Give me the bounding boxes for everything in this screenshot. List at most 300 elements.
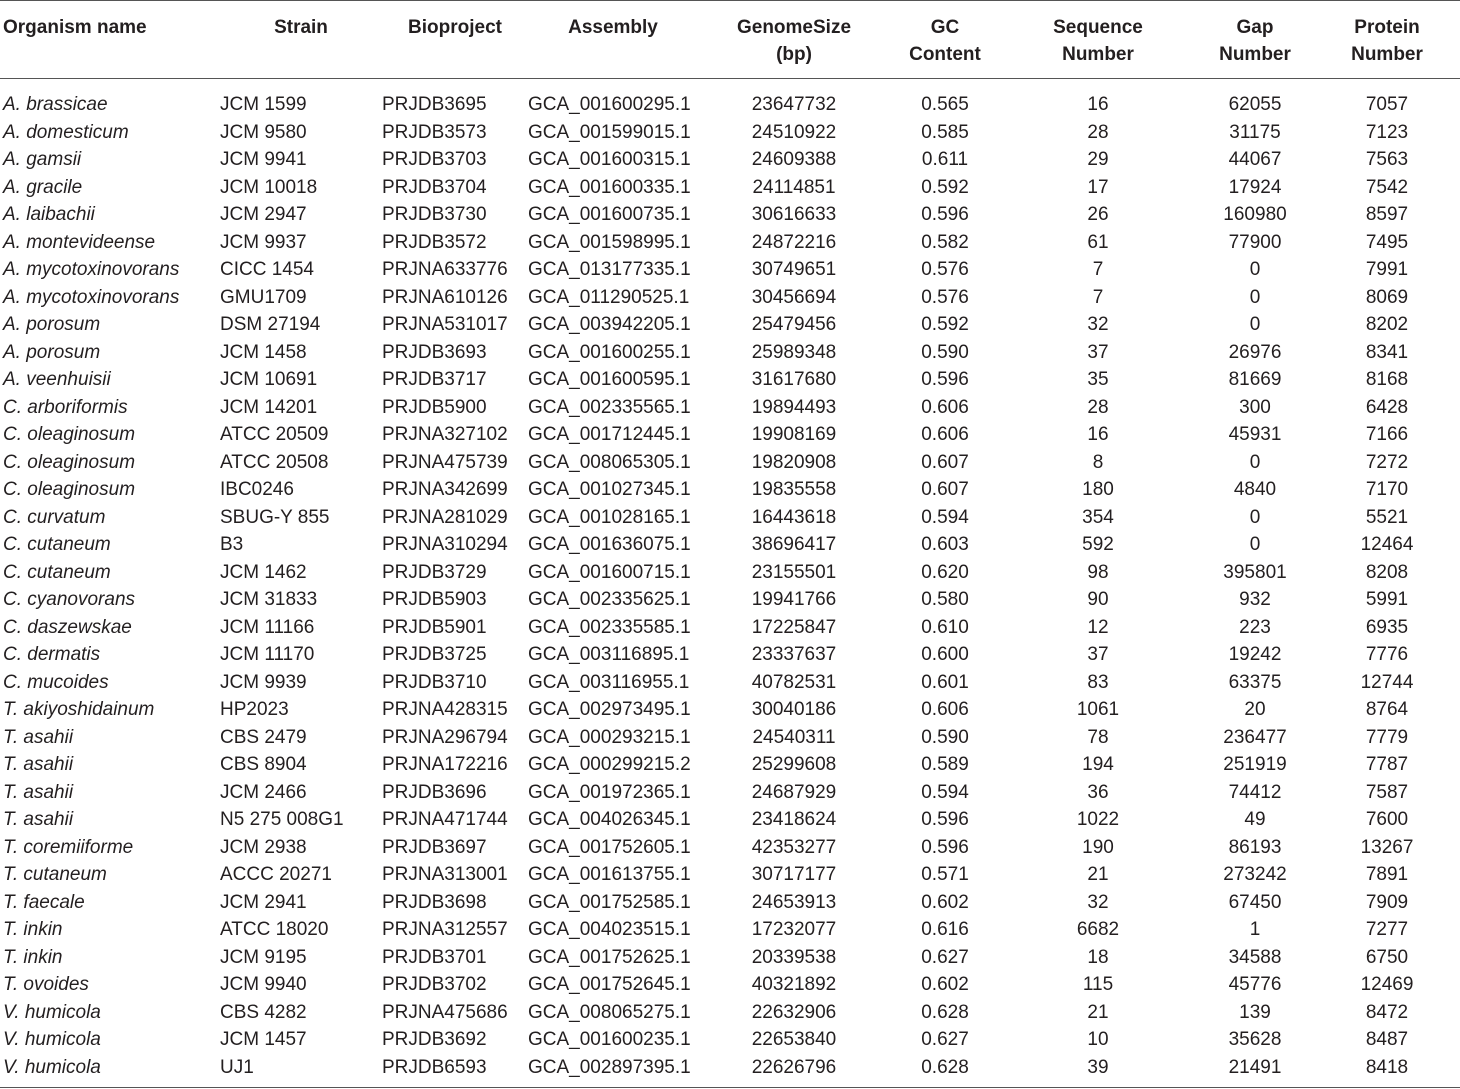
cell-sequence-number: 6682: [1076, 919, 1120, 940]
cell-protein-number: 13267: [1360, 836, 1414, 858]
cell-protein-number: 7600: [1365, 809, 1409, 830]
cell-protein-number: 7057: [1365, 94, 1409, 115]
cell-assembly: GCA_001972365.1: [528, 781, 691, 803]
column-header-text: Number: [1219, 44, 1291, 65]
cell-organism-name: T. faecale: [3, 891, 85, 913]
cell-gap-number: 223: [1239, 616, 1271, 638]
cell-assembly: GCA_013177335.1: [528, 259, 691, 280]
cell-gc-content: 0.589: [921, 754, 969, 775]
table-row: [0, 779, 1460, 807]
cell-bioproject: PRJNA172216: [382, 754, 508, 775]
cell-gc-content: 0.606: [921, 396, 969, 418]
cell-genome-size: 19894493: [751, 396, 837, 418]
cell-gap-number: 932: [1239, 589, 1271, 610]
cell-protein-number: 7272: [1365, 451, 1409, 473]
cell-gap-number: 74412: [1228, 781, 1282, 803]
table-row: [0, 256, 1460, 284]
cell-organism-name: T. inkin: [3, 919, 63, 940]
table-row: [0, 531, 1460, 559]
cell-assembly: GCA_002335625.1: [528, 589, 691, 610]
cell-genome-size: 30456694: [751, 286, 837, 308]
column-header-text: Content: [909, 44, 981, 65]
cell-genome-size: 25479456: [751, 314, 837, 335]
cell-assembly: GCA_000299215.2: [528, 754, 691, 775]
cell-gc-content: 0.585: [921, 121, 969, 143]
cell-protein-number: 6935: [1365, 616, 1409, 638]
cell-genome-size: 30749651: [751, 259, 837, 280]
cell-assembly: GCA_011290525.1: [528, 286, 690, 308]
cell-sequence-number: 35: [1087, 369, 1109, 390]
cell-organism-name: C. cutaneum: [3, 534, 111, 555]
cell-gc-content: 0.592: [921, 176, 969, 198]
cell-sequence-number: 28: [1087, 396, 1109, 418]
cell-strain: JCM 1458: [220, 341, 307, 363]
cell-strain: IBC0246: [220, 479, 294, 500]
table-row: [0, 449, 1460, 477]
cell-sequence-number: 592: [1082, 534, 1114, 555]
cell-gc-content: 0.590: [921, 726, 969, 748]
cell-organism-name: T. ovoides: [3, 974, 89, 995]
cell-organism-name: C. oleaginosum: [3, 424, 136, 445]
column-header-text: Gap: [1236, 17, 1274, 38]
cell-assembly: GCA_001600595.1: [528, 369, 691, 390]
cell-organism-name: T. asahii: [3, 781, 74, 803]
cell-organism-name: C. daszewskae: [3, 616, 132, 638]
cell-organism-name: A. domesticum: [3, 121, 129, 143]
cell-sequence-number: 7: [1092, 286, 1104, 308]
cell-gc-content: 0.627: [921, 1029, 969, 1050]
column-header-text: GenomeSize: [736, 17, 852, 38]
cell-protein-number: 12469: [1360, 974, 1414, 995]
cell-organism-name: C. cutaneum: [3, 561, 111, 583]
cell-protein-number: 7563: [1365, 149, 1409, 170]
cell-protein-number: 12744: [1360, 671, 1414, 693]
cell-protein-number: 7909: [1365, 891, 1409, 913]
cell-strain: SBUG-Y 855: [220, 506, 330, 528]
cell-strain: ACCC 20271: [220, 864, 332, 885]
cell-gap-number: 300: [1239, 396, 1271, 418]
cell-sequence-number: 1061: [1076, 699, 1120, 720]
cell-genome-size: 30616633: [751, 204, 837, 225]
cell-bioproject: PRJNA471744: [382, 809, 508, 830]
cell-gap-number: 20: [1244, 699, 1266, 720]
cell-gap-number: 17924: [1228, 176, 1282, 198]
table-row: [0, 504, 1460, 532]
cell-sequence-number: 29: [1087, 149, 1109, 170]
cell-bioproject: PRJDB3701: [382, 946, 487, 968]
cell-genome-size: 22632906: [751, 1001, 837, 1023]
cell-strain: UJ1: [220, 1054, 382, 1088]
cell-strain: JCM 31833: [220, 589, 318, 610]
cell-assembly: GCA_002335585.1: [528, 616, 691, 638]
cell-gc-content: 0.596: [921, 836, 969, 858]
cell-protein-number: 7587: [1365, 781, 1409, 803]
cell-strain: B3: [220, 534, 244, 555]
cell-sequence-number: 17: [1087, 176, 1109, 198]
column-header-text: Assembly: [568, 17, 658, 38]
table-row: [0, 394, 1460, 422]
cell-sequence-number: 61: [1087, 231, 1109, 253]
cell-sequence-number: 1022: [1076, 809, 1120, 830]
cell-gap-number: 4840: [1233, 479, 1277, 500]
cell-protein-number: 7787: [1365, 754, 1409, 775]
column-header-text: GC: [930, 17, 960, 38]
cell-sequence-number: 32: [1087, 891, 1109, 913]
cell-protein-number: 7542: [1365, 176, 1409, 198]
cell-strain: JCM 2938: [220, 836, 307, 858]
cell-genome-size: 17225847: [751, 616, 837, 638]
table-row: [0, 696, 1460, 724]
cell-assembly: GCA_002973495.1: [528, 699, 691, 720]
cell-strain: ATCC 20508: [220, 451, 329, 473]
cell-gc-content: 0.610: [921, 616, 969, 638]
cell-genome-size: 22653840: [751, 1029, 837, 1050]
cell-bioproject: PRJNA313001: [382, 864, 508, 885]
cell-protein-number: 5521: [1365, 506, 1409, 528]
cell-genome-size: 42353277: [751, 836, 837, 858]
cell-bioproject: PRJDB3704: [382, 176, 487, 198]
cell-sequence-number: 83: [1087, 671, 1109, 693]
cell-gap-number: 86193: [1228, 836, 1282, 858]
table-row: [0, 944, 1460, 972]
cell-organism-name: A. gamsii: [3, 149, 82, 170]
cell-organism-name: A. mycotoxinovorans: [3, 259, 180, 280]
cell-bioproject: PRJNA310294: [382, 534, 508, 555]
cell-gap-number: 236477: [1223, 726, 1287, 748]
cell-bioproject: PRJNA610126: [382, 286, 508, 308]
cell-assembly: GCA_001636075.1: [528, 534, 691, 555]
table-row: [0, 284, 1460, 312]
cell-strain: JCM 9939: [220, 671, 307, 693]
cell-assembly: GCA_001712445.1: [528, 424, 691, 445]
cell-assembly: GCA_008065305.1: [528, 451, 691, 473]
cell-protein-number: 7170: [1365, 479, 1409, 500]
table-row: [0, 861, 1460, 889]
cell-assembly: GCA_001027345.1: [528, 479, 691, 500]
cell-organism-name: A. gracile: [3, 176, 83, 198]
cell-sequence-number: 32: [1087, 314, 1109, 335]
cell-genome-size: 24872216: [751, 231, 837, 253]
table-row: [0, 806, 1460, 834]
cell-protein-number: 8764: [1365, 699, 1409, 720]
cell-organism-name: T. asahii: [3, 809, 74, 830]
cell-gap-number: 63375: [1228, 671, 1282, 693]
cell-gap-number: 0: [1249, 534, 1261, 555]
cell-gap-number: 0: [1249, 314, 1261, 335]
cell-organism-name: C. oleaginosum: [3, 479, 136, 500]
cell-sequence-number: 37: [1087, 644, 1109, 665]
cell-assembly: GCA_001600735.1: [528, 204, 691, 225]
cell-assembly: GCA_001600315.1: [528, 149, 691, 170]
cell-genome-size: 23155501: [751, 561, 837, 583]
table-row: [0, 916, 1460, 944]
table-row: [0, 476, 1460, 504]
cell-sequence-number: 12: [1087, 616, 1109, 638]
cell-assembly: GCA_008065275.1: [528, 1001, 691, 1023]
cell-gc-content: 0.576: [921, 259, 969, 280]
cell-bioproject: PRJDB5903: [382, 589, 487, 610]
cell-organism-name: C. arboriformis: [3, 396, 128, 418]
cell-genome-size: 24540311: [752, 726, 836, 748]
table-row: [0, 79, 1460, 119]
column-header-text: Number: [1062, 44, 1134, 65]
table-row: [0, 971, 1460, 999]
column-header-protein-number: [1314, 1, 1460, 79]
cell-strain: HP2023: [220, 699, 289, 720]
cell-genome-size: 31617680: [751, 369, 837, 390]
table-row: [0, 229, 1460, 257]
cell-strain: JCM 1599: [220, 94, 307, 115]
cell-organism-name: C. mucoides: [3, 671, 109, 693]
cell-gap-number: 77900: [1228, 231, 1282, 253]
cell-protein-number: 8168: [1365, 369, 1409, 390]
cell-gc-content: 0.607: [921, 479, 969, 500]
cell-protein-number: 8202: [1365, 314, 1409, 335]
cell-protein-number: 6428: [1365, 396, 1409, 418]
table-body: [0, 79, 1460, 1088]
column-header-text: Number: [1351, 44, 1423, 65]
cell-strain: CICC 1454: [220, 259, 314, 280]
cell-gap-number: 44067: [1228, 149, 1282, 170]
table-row: [0, 339, 1460, 367]
cell-bioproject: PRJDB3703: [382, 149, 487, 170]
cell-assembly: GCA_001752585.1: [528, 891, 691, 913]
cell-bioproject: PRJNA633776: [382, 259, 508, 280]
cell-protein-number: 12464: [1360, 534, 1414, 555]
cell-strain: JCM 11166: [220, 616, 315, 638]
cell-strain: JCM 10691: [220, 369, 318, 390]
cell-strain: JCM 9580: [220, 121, 307, 143]
column-header-bioproject: [382, 1, 528, 79]
cell-sequence-number: 98: [1087, 561, 1109, 583]
cell-bioproject: PRJNA475739: [382, 451, 508, 473]
cell-genome-size: 24114851: [752, 176, 836, 198]
table-row: [0, 311, 1460, 339]
cell-assembly: GCA_001600335.1: [528, 176, 691, 198]
table-row: [0, 641, 1460, 669]
cell-genome-size: 20339538: [751, 946, 837, 968]
cell-gc-content: 0.571: [921, 864, 969, 885]
cell-assembly: GCA_002335565.1: [528, 396, 691, 418]
cell-organism-name: A. porosum: [3, 314, 101, 335]
cell-organism-name: C. dermatis: [3, 644, 101, 665]
cell-gc-content: 0.601: [921, 671, 969, 693]
cell-organism-name: A. veenhuisii: [3, 369, 111, 390]
cell-assembly: GCA_001600715.1: [528, 561, 691, 583]
cell-bioproject: PRJDB3693: [382, 341, 487, 363]
table-row: [0, 421, 1460, 449]
cell-strain: N5 275 008G1: [220, 809, 344, 830]
header-row: [0, 1, 1460, 79]
cell-gap-number: 0: [1249, 506, 1261, 528]
cell-strain: GMU1709: [220, 286, 307, 308]
cell-organism-name: V. humicola: [3, 1029, 101, 1050]
cell-assembly: GCA_003942205.1: [528, 314, 691, 335]
cell-sequence-number: 21: [1087, 864, 1109, 885]
cell-bioproject: PRJNA475686: [382, 1001, 508, 1023]
table-row: [0, 1026, 1460, 1054]
cell-gc-content: 0.592: [921, 314, 969, 335]
cell-gap-number: 62055: [1228, 94, 1282, 115]
cell-strain: CBS 8904: [220, 754, 307, 775]
cell-gc-content: 0.594: [921, 781, 969, 803]
cell-genome-size: 30717177: [751, 864, 837, 885]
table-row: [0, 834, 1460, 862]
column-header-text: Organism name: [3, 17, 147, 38]
cell-assembly: GCA_003116955.1: [528, 671, 690, 693]
column-header-sequence-number: [1000, 1, 1196, 79]
cell-protein-number: 7991: [1365, 259, 1409, 280]
cell-gc-content: 0.607: [921, 451, 969, 473]
table-row: [0, 889, 1460, 917]
cell-sequence-number: 190: [1082, 836, 1114, 858]
cell-assembly: GCA_001599015.1: [528, 121, 691, 143]
cell-genome-size: 19820908: [751, 451, 837, 473]
cell-assembly: GCA_001028165.1: [528, 506, 691, 528]
cell-sequence-number: 78: [1087, 726, 1109, 748]
table-row: [0, 174, 1460, 202]
cell-gap-number: 26976: [1228, 341, 1282, 363]
cell-gc-content: 0.603: [921, 534, 969, 555]
cell-assembly: GCA_004026345.1: [528, 809, 691, 830]
cell-gc-content: 0.620: [921, 561, 969, 583]
cell-gap-number: 139: [1239, 1001, 1271, 1023]
cell-strain: JCM 9937: [220, 231, 307, 253]
cell-sequence-number: 115: [1082, 974, 1114, 995]
cell-protein-number: 7123: [1365, 121, 1409, 143]
cell-organism-name: T. cutaneum: [3, 864, 107, 885]
table-row: [0, 146, 1460, 174]
cell-strain: JCM 2466: [220, 781, 307, 803]
cell-gc-content: 0.596: [921, 204, 969, 225]
cell-assembly: GCA_001752605.1: [528, 836, 691, 858]
cell-organism-name: C. cyanovorans: [3, 589, 136, 610]
cell-bioproject: PRJNA327102: [382, 424, 508, 445]
cell-gap-number: 49: [1244, 809, 1266, 830]
cell-genome-size: 25299608: [751, 754, 837, 775]
cell-gap-number: 273242: [1223, 864, 1287, 885]
cell-protein-number: 8208: [1365, 561, 1409, 583]
cell-organism-name: A. montevideense: [3, 231, 156, 253]
cell-organism-name: A. laibachii: [3, 204, 95, 225]
cell-gc-content: 0.627: [921, 946, 969, 968]
cell-gap-number: 160980: [1223, 204, 1287, 225]
cell-genome-size: 25989348: [751, 341, 837, 363]
cell-organism-name: C. curvatum: [3, 506, 106, 528]
cell-gc-content: 0.594: [921, 506, 969, 528]
cell-gap-number: 251919: [1223, 754, 1287, 775]
cell-genome-size: 24510922: [751, 121, 837, 143]
cell-genome-size: 19941766: [751, 589, 837, 610]
table-row: [0, 201, 1460, 229]
table-row: [0, 366, 1460, 394]
cell-protein-number: 7776: [1365, 644, 1409, 665]
cell-genome-size: 24653913: [751, 891, 837, 913]
cell-bioproject: PRJNA296794: [382, 726, 508, 748]
cell-assembly: GCA_001598995.1: [528, 231, 691, 253]
cell-genome-size: 22626796: [698, 1054, 890, 1088]
cell-gap-number: 31175: [1229, 121, 1281, 143]
column-header-text: Protein: [1354, 17, 1420, 38]
table-row: [0, 1054, 1460, 1088]
cell-genome-size: 19908169: [751, 424, 837, 445]
cell-assembly: GCA_000293215.1: [528, 726, 691, 748]
table-header: [0, 1, 1460, 79]
cell-sequence-number: 28: [1087, 121, 1109, 143]
table-row: [0, 751, 1460, 779]
cell-gap-number: 21491: [1196, 1054, 1314, 1088]
column-header-gap-number: [1196, 1, 1314, 79]
cell-genome-size: 40321892: [751, 974, 837, 995]
column-header-text: Strain: [274, 17, 328, 38]
cell-protein-number: 5991: [1365, 589, 1409, 610]
cell-genome-size: 17232077: [751, 919, 837, 940]
cell-bioproject: PRJDB3710: [382, 671, 487, 693]
cell-assembly: GCA_001600255.1: [528, 341, 691, 363]
cell-gc-content: 0.576: [921, 286, 969, 308]
cell-strain: JCM 11170: [220, 644, 315, 665]
table-row: [0, 724, 1460, 752]
column-header-text: Bioproject: [408, 17, 502, 38]
cell-strain: JCM 1457: [220, 1029, 307, 1050]
cell-bioproject: PRJDB6593: [382, 1054, 528, 1088]
cell-gap-number: 81669: [1228, 369, 1282, 390]
cell-bioproject: PRJDB5901: [382, 616, 487, 638]
cell-bioproject: PRJNA342699: [382, 479, 508, 500]
cell-organism-name: A. brassicae: [3, 94, 108, 115]
cell-genome-size: 40782531: [751, 671, 837, 693]
cell-sequence-number: 37: [1087, 341, 1109, 363]
cell-strain: JCM 14201: [220, 396, 318, 418]
cell-genome-size: 23337637: [751, 644, 837, 665]
cell-protein-number: 8341: [1365, 341, 1409, 363]
cell-protein-number: 7891: [1365, 864, 1409, 885]
cell-bioproject: PRJDB3697: [382, 836, 487, 858]
cell-organism-name: T. coremiiforme: [3, 836, 134, 858]
cell-sequence-number: 21: [1087, 1001, 1109, 1023]
cell-assembly: GCA_001752625.1: [528, 946, 691, 968]
cell-assembly: GCA_001600295.1: [528, 94, 691, 115]
cell-bioproject: PRJDB3696: [382, 781, 487, 803]
cell-strain: JCM 9941: [220, 149, 307, 170]
cell-strain: ATCC 18020: [220, 919, 329, 940]
cell-sequence-number: 180: [1082, 479, 1114, 500]
cell-genome-size: 38696417: [751, 534, 837, 555]
cell-sequence-number: 354: [1082, 506, 1114, 528]
cell-sequence-number: 10: [1087, 1029, 1109, 1050]
cell-gap-number: 0: [1249, 259, 1261, 280]
cell-sequence-number: 16: [1087, 424, 1109, 445]
cell-sequence-number: 26: [1087, 204, 1109, 225]
cell-sequence-number: 18: [1087, 946, 1109, 968]
cell-genome-size: 30040186: [751, 699, 837, 720]
table-row: [0, 586, 1460, 614]
cell-strain: JCM 2941: [220, 891, 307, 913]
cell-bioproject: PRJDB3702: [382, 974, 487, 995]
cell-assembly: GCA_001600235.1: [528, 1029, 691, 1050]
cell-gc-content: 0.590: [921, 341, 969, 363]
cell-bioproject: PRJDB3692: [382, 1029, 487, 1050]
cell-sequence-number: 8: [1092, 451, 1104, 473]
cell-strain: ATCC 20509: [220, 424, 329, 445]
column-header-text: Sequence: [1053, 17, 1143, 38]
cell-assembly: GCA_001752645.1: [528, 974, 691, 995]
cell-organism-name: V. humicola: [0, 1054, 220, 1088]
cell-gc-content: 0.628: [921, 1001, 969, 1023]
cell-protein-number: 8069: [1365, 286, 1409, 308]
cell-organism-name: A. porosum: [3, 341, 101, 363]
column-header-gc-content: [890, 1, 1000, 79]
